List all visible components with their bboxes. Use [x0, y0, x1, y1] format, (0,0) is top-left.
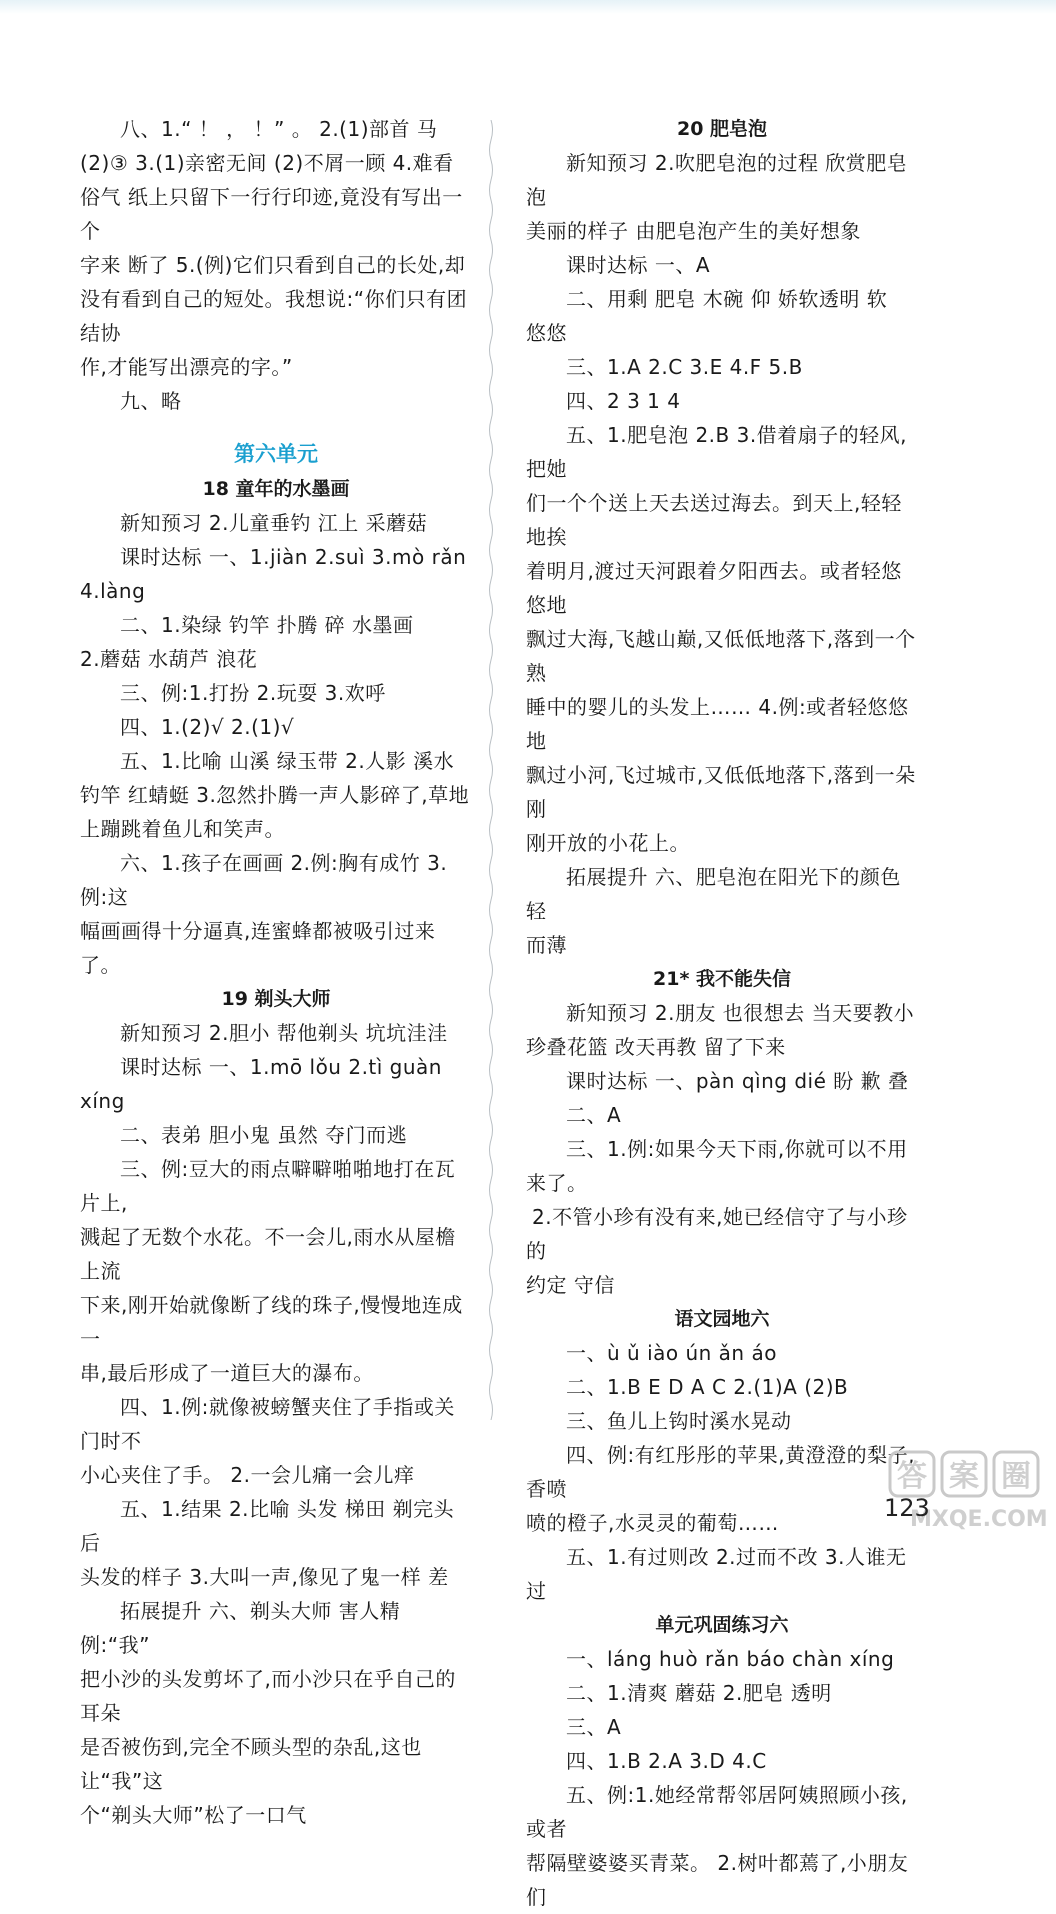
text-line: 新知预习 2.儿童垂钓 江上 采蘑菇: [120, 511, 428, 535]
text-line: 美丽的样子 由肥皂泡产生的美好想象: [526, 219, 861, 243]
svg-text:MXQE.COM: MXQE.COM: [910, 1507, 1048, 1532]
garden-6-title: 语文园地六: [674, 1308, 770, 1330]
text-line: 二、A: [566, 1103, 622, 1127]
text-line: 新知预习 2.胆小 帮他剃头 坑坑洼洼: [120, 1021, 448, 1045]
text-line: 下来,刚开始就像断了线的珠子,慢慢地连成一: [80, 1293, 463, 1351]
text-line: 四、1.(2)√ 2.(1)√: [120, 715, 295, 739]
section-eight: [80, 112, 472, 384]
column-divider: [488, 120, 494, 1420]
section-nine: 九、略: [120, 389, 182, 413]
right-column: [526, 112, 918, 1914]
text-line: 四、1.B 2.A 3.D 4.C: [566, 1749, 767, 1773]
left-column: [80, 112, 472, 1832]
text-line: 一、láng huò rǎn báo chàn xíng: [566, 1647, 895, 1671]
text-line: 是否被伤到,完全不顾头型的杂乱,这也让“我”这: [80, 1735, 422, 1793]
top-edge-band: [0, 0, 1056, 14]
text-line: 四、1.例:就像被螃蟹夹住了手指或关门时不: [80, 1395, 455, 1453]
text-line: 二、1.染绿 钓竿 扑腾 碎 水墨画: [120, 613, 414, 637]
svg-text:案: 案: [949, 1459, 979, 1494]
text-line: 三、A: [566, 1715, 622, 1739]
text-line: 四、例:有红彤彤的苹果,黄澄澄的梨子,香喷: [526, 1443, 915, 1501]
lesson-18-title: 18 童年的水墨画: [202, 478, 350, 500]
text-line: 二、表弟 胆小鬼 虽然 夺门而逃: [120, 1123, 408, 1147]
text-line: 溅起了无数个水花。不一会儿,雨水从屋檐上流: [80, 1225, 456, 1283]
text-line: 作,才能写出漂亮的字。”: [80, 355, 293, 379]
text-line: 三、1.例:如果今天下雨,你就可以不用来了。: [526, 1137, 908, 1195]
text-line: 睡中的婴儿的头发上…… 4.例:或者轻悠悠地: [526, 695, 909, 753]
text-line: 而薄: [526, 933, 567, 957]
text-line: 二、1.清爽 蘑菇 2.肥皂 透明: [566, 1681, 832, 1705]
text-line: 悠悠: [526, 321, 567, 345]
text-line: 2.不管小珍有没有来,她已经信守了与小珍的: [526, 1205, 908, 1263]
text-line: 们一个个送上天去送过海去。到天上,轻轻地挨: [526, 491, 902, 549]
text-line: 课时达标 一、A: [566, 253, 711, 277]
lesson-20-title: 20 肥皂泡: [676, 118, 768, 140]
lesson-18-answers: [80, 506, 472, 982]
text-line: 课时达标 一、1.mō lǒu 2.tì guàn: [120, 1055, 442, 1079]
text-line: 三、1.A 2.C 3.E 4.F 5.B: [566, 355, 803, 379]
text-line: 新知预习 2.吹肥皂泡的过程 欣赏肥皂泡: [526, 151, 908, 209]
review-6-title: 单元巩固练习六: [655, 1614, 789, 1636]
text-line: 头发的样子 3.大叫一声,像见了鬼一样 差: [80, 1565, 449, 1589]
text-line: 把小沙的头发剪坏了,而小沙只在乎自己的耳朵: [80, 1667, 456, 1725]
text-line: 飘过大海,飞越山巅,又低低地落下,落到一个熟: [526, 627, 916, 685]
text-line: 三、例:1.打扮 2.玩耍 3.欢呼: [120, 681, 386, 705]
lesson-21-title: 21* 我不能失信: [653, 968, 791, 990]
lesson-19-title: 19 剃头大师: [221, 988, 331, 1010]
text-line: (2)③ 3.(1)亲密无间 (2)不屑一顾 4.难看: [80, 151, 454, 175]
text-line: 五、1.有过则改 2.过而不改 3.人谁无过: [526, 1545, 907, 1603]
text-line: 拓展提升 六、剃头大师 害人精 例:“我”: [80, 1599, 401, 1657]
text-line: 新知预习 2.朋友 也很想去 当天要教小: [566, 1001, 915, 1025]
text-line: 帮隔壁婆婆买青菜。 2.树叶都蔫了,小朋友们: [526, 1851, 909, 1909]
text-line: 一、ù ǔ iào ún ǎn áo: [566, 1341, 777, 1365]
text-line: 喷的橙子,水灵灵的葡萄……: [526, 1511, 779, 1535]
text-line: 上蹦跳着鱼儿和笑声。: [80, 817, 285, 841]
text-line: 四、2 3 1 4: [566, 389, 681, 413]
text-line: 八、1.“ ！ ， ！” 。 2.(1)部首 马: [120, 117, 438, 141]
text-line: 个“剃头大师”松了一口气: [80, 1803, 307, 1827]
text-line: 三、例:豆大的雨点噼噼啪啪地打在瓦片上,: [80, 1157, 456, 1215]
text-line: 拓展提升 六、肥皂泡在阳光下的颜色 轻: [526, 865, 901, 923]
text-line: 没有看到自己的短处。我想说:“你们只有团结协: [80, 287, 468, 345]
text-line: 六、1.孩子在画画 2.例:胸有成竹 3.例:这: [80, 851, 448, 909]
text-line: 飘过小河,飞过城市,又低低地落下,落到一朵刚: [526, 763, 916, 821]
svg-text:答: 答: [897, 1459, 927, 1494]
text-line: 幅画画得十分逼真,连蜜蜂都被吸引过来了。: [80, 919, 436, 977]
lesson-20-answers: [526, 146, 918, 962]
text-line: 串,最后形成了一道巨大的瀑布。: [80, 1361, 374, 1385]
text-line: 着明月,渡过天河跟着夕阳西去。或者轻悠悠地: [526, 559, 902, 617]
text-line: 五、例:1.她经常帮邻居阿姨照顾小孩,或者: [526, 1783, 908, 1841]
text-line: 课时达标 一、1.jiàn 2.suì 3.mò rǎn: [120, 545, 467, 569]
text-line: 珍叠花篮 改天再教 留了下来: [526, 1035, 786, 1059]
text-line: 4.làng: [80, 579, 146, 603]
text-line: 五、1.比喻 山溪 绿玉带 2.人影 溪水: [120, 749, 455, 773]
text-line: 俗气 纸上只留下一行行印迹,竟没有写出一个: [80, 185, 463, 243]
lesson-19-answers: [80, 1016, 472, 1832]
text-line: 字来 断了 5.(例)它们只看到自己的长处,却: [80, 253, 466, 277]
page-number: 123: [884, 1494, 930, 1522]
text-line: 2.蘑菇 水葫芦 浪花: [80, 647, 258, 671]
text-line: 钓竿 红蜻蜓 3.忽然扑腾一声人影碎了,草地: [80, 783, 470, 807]
lesson-21-answers: [526, 996, 918, 1302]
text-line: 课时达标 一、pàn qìng dié 盼 歉 叠: [566, 1069, 909, 1093]
unit-title: 第六单元: [234, 441, 318, 466]
text-line: xíng: [80, 1089, 125, 1113]
svg-text:圈: 圈: [1001, 1459, 1031, 1494]
text-line: 二、1.B E D A C 2.(1)A (2)B: [566, 1375, 849, 1399]
garden-6-answers: [526, 1336, 918, 1608]
text-line: 二、用剩 肥皂 木碗 仰 娇软透明 软: [566, 287, 888, 311]
text-line: 五、1.结果 2.比喻 头发 梯田 剃完头后: [80, 1497, 455, 1555]
text-line: 刚开放的小花上。: [526, 831, 690, 855]
review-6-answers: [526, 1642, 918, 1914]
text-line: 三、鱼儿上钩时溪水晃动: [566, 1409, 792, 1433]
text-line: 小心夹住了手。 2.一会儿痛一会儿痒: [80, 1463, 415, 1487]
text-line: 五、1.肥皂泡 2.B 3.借着扇子的轻风,把她: [526, 423, 908, 481]
text-line: 约定 守信: [526, 1273, 615, 1297]
